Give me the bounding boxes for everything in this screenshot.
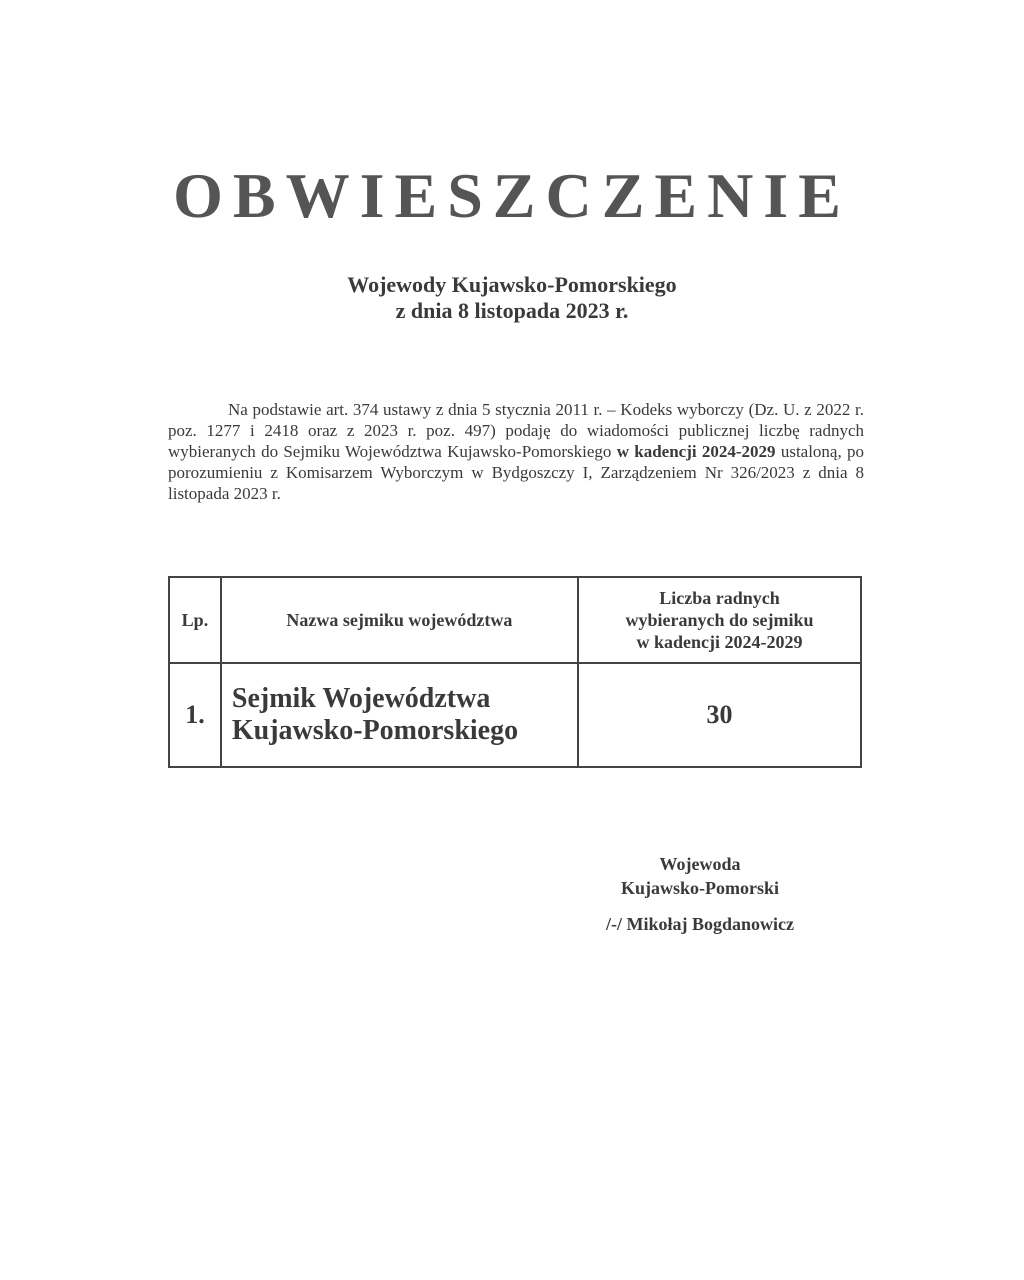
- document-body: [168, 399, 864, 504]
- subtitle-date: z dnia 8 listopada 2023 r.: [395, 298, 629, 323]
- signature-role-line2: Kujawsko-Pomorski: [620, 878, 779, 898]
- header-count-line2: wybieranych do sejmiku: [625, 610, 814, 630]
- subtitle-issuer: Wojewody Kujawsko-Pomorskiego: [347, 272, 677, 297]
- header-lp: Lp.: [169, 577, 221, 663]
- row-lp: 1.: [169, 663, 221, 767]
- document-title: OBWIESZCZENIE: [173, 160, 851, 231]
- body-text-bold: w kadencji 2024-2029: [616, 442, 776, 461]
- row-name-line1: Sejmik Województwa: [231, 683, 491, 714]
- signature-block: [540, 852, 860, 936]
- document-subtitle: [0, 272, 1024, 324]
- body-text-part1: Na podstawie art. 374 ustawy z dnia 5 stycznia 2011 r. – Kodeks wyborczy (Dz. U. z 2022 r. poz. 1277 i 2418 oraz z 2023 r. poz. 497) podaję do wiadomości publicznej liczbę radnych wybieranych do Sejmiku Województwa Kujawsko-Pomorskiego: [168, 400, 864, 461]
- table-row: [169, 663, 861, 767]
- body-text-part2: ustaloną, po porozumieniu z Komisarzem Wyborczym w Bydgoszczy I, Zarządzeniem Nr 326/2023 z dnia 8 listopada 2023 r.: [168, 442, 865, 503]
- header-count: [578, 577, 861, 663]
- signature-signer: /-/ Mikołaj Bogdanowicz: [606, 914, 794, 934]
- signature-role-line1: Wojewoda: [659, 854, 741, 874]
- header-name: Nazwa sejmiku województwa: [221, 577, 578, 663]
- council-table: [168, 576, 862, 768]
- row-count: 30: [578, 663, 861, 767]
- row-name-line2: Kujawsko-Pomorskiego: [231, 715, 519, 746]
- row-name: [221, 663, 578, 767]
- table-header-row: [169, 577, 861, 663]
- header-count-line1: Liczba radnych: [659, 588, 780, 608]
- header-count-line3: w kadencji 2024-2029: [636, 632, 803, 652]
